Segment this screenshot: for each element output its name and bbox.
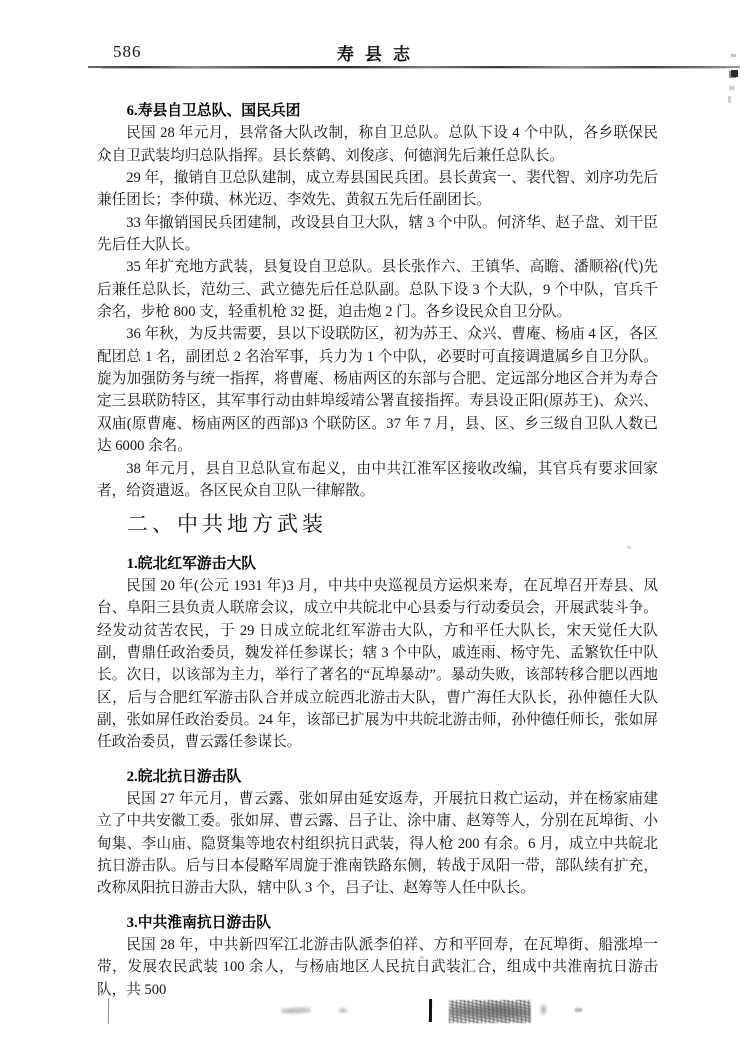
subsection-2-heading: 2.皖北抗日游击队: [126, 768, 242, 785]
page-body: [97, 100, 658, 1001]
paragraph: 36 年秋，为反共需要，县以下设联防区，初为苏王、众兴、曹庵、杨庙 4 区，各区配团总 1 名，副团总 2 名治军事，兵力为 1 个中队，必要时可直接调遣属乡自卫分队。旋为加强防务与统一指挥，将曹庵、杨庙两区的东部与合肥、定远部分地区合并为寿合定三县联防特区，其军事行动由蚌埠绥靖公署直接指挥。寿县设正阳(原苏王)、众兴、双庙(原曹庵、杨庙两区的西部)3 个联防区。37 年 7 月，县、区、乡三级自卫队人数已达 6000 余名。: [97, 326, 658, 455]
paragraph: 33 年撤销国民兵团建制，改设县自卫大队，辖 3 个中队。何济华、赵子盘、刘干臣先后任大队长。: [97, 214, 658, 254]
paragraph: 民国 28 年元月，县常备大队改制，称自卫总队。总队下设 4 个中队，各乡联保民众自卫武装均归总队指挥。县长蔡鹤、刘俊彦、何德润先后兼任总队长。: [97, 125, 658, 164]
part-2-heading: 二、中共地方武装: [127, 512, 327, 537]
scan-artifact: [729, 86, 734, 90]
paragraph: 民国 27 年元月，曹云露、张如屏由延安返寿，开展抗日救亡运动，并在杨家庙建立了中共安徽工委。张如屏、曹云露、吕子让、涂中庸、赵筹等人，分别在瓦埠街、小甸集、李山庙、隐贤集等地农村组织抗日武装，得人枪 200 有余。6 月，成立中共皖北抗日游击队。后与日本侵略军周旋于淮南铁路东侧，转战于凤阳一带，部队续有扩充，改称凤阳抗日游击大队，辖中队 3 个，吕子让、赵筹等人任中队长。: [97, 790, 658, 897]
section-6-heading: 6.寿县自卫总队、国民兵团: [126, 103, 301, 119]
paragraph: 民国 28 年，中共新四军江北游击队派李伯祥、方和平回寿，在瓦埠街、船涨埠一带，发展农民武装 100 余人，与杨庙地区人民抗日武装汇合，组成中共淮南抗日游击队，共 500: [97, 937, 658, 998]
subsection-1-heading: 1.皖北红军游击大队: [126, 555, 257, 572]
page-number: 586: [113, 42, 142, 61]
running-header: [0, 40, 747, 66]
paragraph: 35 年扩充地方武装，县复设自卫总队。县长张作六、王镇华、高瞻、潘顺裕(代)先后兼任总队长，范幼三、武立德先后任总队副。总队下设 3 个大队，9 个中队，官兵千余名，步枪 800 支，轻重机枪 32 挺，迫击炮 2 门。各乡设民众自卫分队。: [97, 259, 658, 321]
scan-artifact: [728, 96, 731, 103]
scan-artifact: [449, 1000, 531, 1023]
paragraph: 29 年，撤销自卫总队建制，成立寿县国民兵团。县长黄宾一、裴代智、刘序功先后兼任团长；李仲璜、林光迈、李效先、黄叙五先后任副团长。: [97, 170, 658, 209]
scan-artifact: [575, 1008, 582, 1012]
scan-artifact: [281, 1006, 311, 1016]
paragraph: 民国 20 年(公元 1931 年)3 月，中共中央巡视员方运炽来寿，在瓦埠召开寿县、凤台、阜阳三县负责人联席会议，成立中共皖北中心县委与行动委员会，开展武装斗争。经发动贫苦农民，于 29 日成立皖北红军游击大队，方和平任大队长，宋天觉任大队副，曹鼎任政治委员，魏发祥任参谋长；辖 3 个中队，戚连雨、杨守先、孟繁钦任中队长。次日，以该部为主力，举行了著名的“瓦埠暴动”。暴动失败，该部转移合肥以西地区，后与合肥红军游击队合并成立皖西北游击大队，曹广海任大队长，孙仲德任大队副，张如屏任政治委员。24 年，该部已扩展为中共皖北游击师，孙仲德任师长，张如屏任政治委员，曹云露任参谋长。: [97, 577, 658, 751]
book-title: 寿县志: [337, 45, 421, 64]
header-rule: [88, 66, 740, 69]
scan-artifact: [336, 1006, 350, 1015]
scan-artifact: [429, 999, 432, 1022]
subsection-3-heading: 3.中共淮南抗日游击队: [126, 914, 271, 931]
scan-artifact: [731, 70, 738, 77]
paragraph: 38 年元月，县自卫总队宣布起义，由中共江淮军区接收改编，其官兵有要求回家者，给资遣返。各区民众自卫队一律解散。: [97, 460, 658, 499]
scan-artifact: [538, 1004, 549, 1018]
scan-artifact: [108, 998, 109, 1024]
